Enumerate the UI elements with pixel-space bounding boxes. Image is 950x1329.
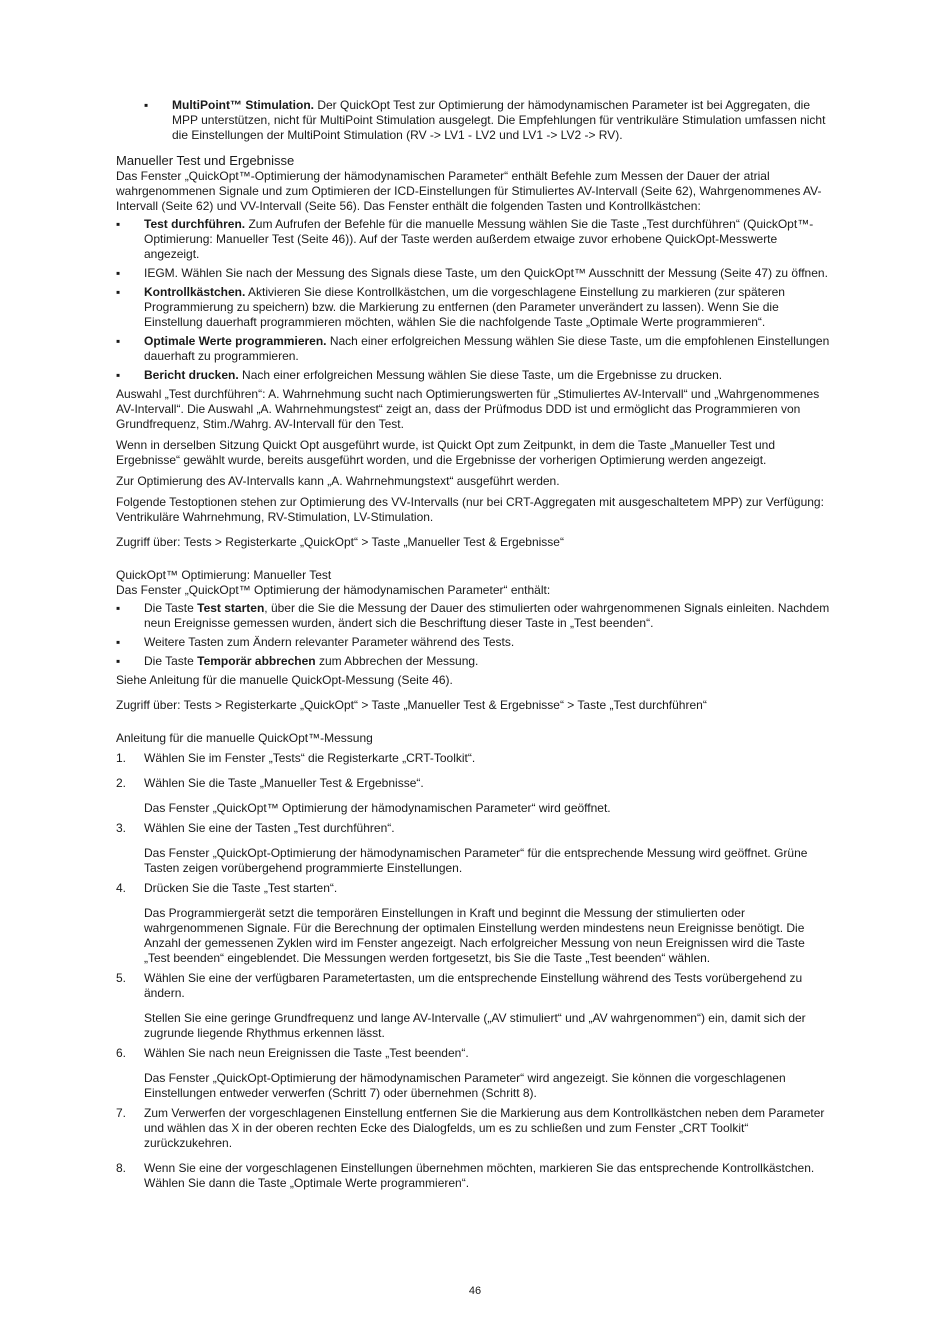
paragraph: Folgende Testoptionen stehen zur Optimierung des VV-Intervalls (nur bei CRT-Aggregaten mit ausgeschaltetem MPP) zur Verfügung: Ventrikuläre Wahrnehmung, RV-Stimulation, LV-Stimulation. bbox=[116, 495, 824, 524]
paragraph: Zur Optimierung des AV-Intervalls kann „A. Wahrnehmungstext“ ausgeführt werden. bbox=[116, 474, 560, 488]
bullet-marker: ▪ bbox=[116, 334, 121, 348]
step-number: 8. bbox=[116, 1161, 127, 1175]
list-item bbox=[116, 654, 834, 669]
bullet-term: Optimale Werte programmieren. bbox=[144, 334, 327, 348]
step-text: Zum Verwerfen der vorgeschlagenen Einstellung entfernen Sie die Markierung aus dem Kontrollkästchen neben dem Parameter und wählen das X in der oberen rechten Ecke des Dialogfelds, um es zu schließen und zum Fenster „CRT Toolkit“ zurückzukehren. bbox=[144, 1106, 825, 1150]
step-number: 1. bbox=[116, 751, 127, 765]
bullet-term: Temporär abbrechen bbox=[197, 654, 316, 668]
step-item bbox=[116, 821, 834, 876]
bullet-text: Zum Aufrufen der Befehle für die manuelle Messung wählen Sie die Taste „Test durchführen“ (QuickOpt™-Optimierung: Manueller Test (Seite 46)). Auf der Taste werden außerdem etwaige zuvor erhobene QuickOpt-Messwerte angezeigt. bbox=[144, 217, 814, 261]
bullet-marker: ▪ bbox=[116, 601, 121, 615]
bullet-marker: ▪ bbox=[144, 98, 149, 112]
bullet-text: zum Abbrechen der Messung. bbox=[315, 654, 479, 668]
list-item bbox=[116, 285, 834, 330]
bullet-pre: Die Taste bbox=[144, 654, 198, 668]
page-number: 46 bbox=[468, 1285, 482, 1297]
step-detail: Das Programmiergerät setzt die temporären Einstellungen in Kraft und beginnt die Messung der stimulierten oder wahrgenommenen Signale. Für die Berechnung der optimalen Einstellung werden mindestens neun Ereignisse benötigt. Die Anzahl der gemessenen Zyklen wird im Fenster angezeigt. Nach erfolgreicher Messung von neun Ereignissen wird die Taste „Test beenden“ eingeblendet. Die Messungen werden fortgesetzt, bis Sie die Taste „Test beenden“ wählen. bbox=[144, 906, 805, 965]
list-item bbox=[116, 98, 834, 143]
bullet-text: , über die Sie die Messung der Dauer des stimulierten oder wahrgenommenen Signals einleiten. Nachdem neun Ereignisse gemessen wurden, ändert sich die Beschriftung dieser Taste in „Test beenden“. bbox=[144, 601, 830, 630]
step-detail: Das Fenster „QuickOpt-Optimierung der hämodynamischen Parameter“ für die entsprechende Messung wird geöffnet. Grüne Tasten zeigen vorübergehend programmierte Einstellungen. bbox=[144, 846, 808, 875]
manual-test-list bbox=[116, 601, 834, 669]
step-number: 4. bbox=[116, 881, 127, 895]
section-heading: Anleitung für die manuelle QuickOpt™-Messung bbox=[116, 731, 373, 745]
bullet-text: IEGM. Wählen Sie nach der Messung des Signals diese Taste, um den QuickOpt™ Ausschnitt der Messung (Seite 47) zu öffnen. bbox=[144, 266, 828, 280]
bullet-term: Test starten bbox=[197, 601, 265, 615]
list-item bbox=[116, 601, 834, 631]
list-item bbox=[116, 368, 834, 383]
paragraph: Siehe Anleitung für die manuelle QuickOpt-Messung (Seite 46). bbox=[116, 673, 453, 687]
bullet-marker: ▪ bbox=[116, 654, 121, 668]
step-item bbox=[116, 1106, 834, 1151]
step-item bbox=[116, 971, 834, 1041]
bullet-text: Aktivieren Sie diese Kontrollkästchen, um die vorgeschlagene Einstellung zu markieren (zur späteren Programmierung zu speichern) bzw. die Markierung zu entfernen (den Parameter unverändert zu lassen). Wenn Sie die Einstellung dauerhaft programmieren möchten, wählen Sie die nachfolgende Taste „Optimale Werte programmieren“. bbox=[144, 285, 785, 329]
bullet-marker: ▪ bbox=[116, 368, 121, 382]
buttons-list bbox=[116, 217, 834, 383]
bullet-marker: ▪ bbox=[116, 635, 121, 649]
bullet-term: MultiPoint™ Stimulation. bbox=[172, 98, 314, 112]
step-item bbox=[116, 1046, 834, 1101]
top-bullet-list bbox=[116, 98, 834, 143]
section-heading: Manueller Test und Ergebnisse bbox=[116, 153, 295, 168]
bullet-marker: ▪ bbox=[116, 266, 121, 280]
bullet-text: Nach einer erfolgreichen Messung wählen Sie diese Taste, um die Ergebnisse zu drucken. bbox=[238, 368, 723, 382]
bullet-text: Nach einer erfolgreichen Messung wählen Sie diese Taste, um die empfohlenen Einstellungen dauerhaft zu programmieren. bbox=[144, 334, 830, 363]
step-number: 6. bbox=[116, 1046, 127, 1060]
bullet-pre: Die Taste bbox=[144, 601, 198, 615]
paragraph: Auswahl „Test durchführen“: A. Wahrnehmung sucht nach Optimierungswerten für „Stimuliertes AV-Intervall“ und „Wahrgenommenes AV-Intervall“. Die Auswahl „A. Wahrnehmungstest“ zeigt an, dass der Prüfmodus DDD ist und ermöglicht das Programmieren von Grundfrequenz, Stim./Wahrg. AV-Intervall für den Test. bbox=[116, 387, 820, 431]
list-item bbox=[116, 334, 834, 364]
paragraph: Wenn in derselben Sitzung Quickt Opt ausgeführt wurde, ist Quickt Opt zum Zeitpunkt, in dem die Taste „Manueller Test und Ergebnisse“ gewählt wurde, bereits ausgeführt worden, und die Ergebnisse der vorherigen Optimierung werden angezeigt. bbox=[116, 438, 775, 467]
bullet-term: Kontrollkästchen. bbox=[144, 285, 246, 299]
step-text: Wenn Sie eine der vorgeschlagenen Einstellungen übernehmen möchten, markieren Sie das entsprechende Kontrollkästchen. Wählen Sie dann die Taste „Optimale Werte programmieren“. bbox=[144, 1161, 815, 1190]
step-detail: Das Fenster „QuickOpt-Optimierung der hämodynamischen Parameter“ wird angezeigt. Sie können die vorgeschlagenen Einstellungen entweder verwerfen (Schritt 7) oder übernehmen (Schritt 8). bbox=[144, 1071, 786, 1100]
step-item bbox=[116, 1161, 834, 1191]
bullet-marker: ▪ bbox=[116, 217, 121, 231]
bullet-term: Test durchführen. bbox=[144, 217, 246, 231]
step-item bbox=[116, 751, 834, 766]
step-number: 3. bbox=[116, 821, 127, 835]
step-text: Drücken Sie die Taste „Test starten“. bbox=[144, 881, 338, 895]
bullet-text: Der QuickOpt Test zur Optimierung der hämodynamischen Parameter ist bei Aggregaten, die MPP unterstützen, nicht für MultiPoint Stimulation ausgelegt. Die Empfehlungen für ventrikuläre Stimulation umfassen nicht die Einstellungen der MultiPoint Stimulation (RV -> LV1 - LV2 und LV1 -> LV2 -> RV). bbox=[172, 98, 826, 142]
access-path: Zugriff über: Tests > Registerkarte „QuickOpt“ > Taste „Manueller Test & Ergebnisse“ bbox=[116, 535, 564, 549]
bullet-marker: ▪ bbox=[116, 285, 121, 299]
list-item bbox=[116, 635, 834, 650]
document-page bbox=[116, 98, 834, 1191]
section-intro: Das Fenster „QuickOpt™-Optimierung der hämodynamischen Parameter“ enthält Befehle zum Messen der Dauer der atrial wahrgenommenen Signale und zum Optimieren der ICD-Einstellungen für Stimuliertes AV-Intervall (Seite 62), Wahrgenommenes AV-Intervall (Seite 62) und VV-Intervall (Seite 56). Das Fenster enthält die folgenden Tasten und Kontrollkästchen: bbox=[116, 169, 822, 213]
bullet-pre: Weitere Tasten zum Ändern relevanter Parameter während des Tests. bbox=[144, 635, 515, 649]
step-text: Wählen Sie nach neun Ereignissen die Taste „Test beenden“. bbox=[144, 1046, 469, 1060]
step-number: 2. bbox=[116, 776, 127, 790]
step-number: 5. bbox=[116, 971, 127, 985]
steps-list bbox=[116, 751, 834, 1191]
section-heading: QuickOpt™ Optimierung: Manueller Test bbox=[116, 568, 332, 582]
step-number: 7. bbox=[116, 1106, 127, 1120]
step-text: Wählen Sie eine der Tasten „Test durchführen“. bbox=[144, 821, 395, 835]
step-item bbox=[116, 881, 834, 966]
bullet-term: Bericht drucken. bbox=[144, 368, 239, 382]
step-text: Wählen Sie eine der verfügbaren Parametertasten, um die entsprechende Einstellung während des Tests vorübergehend zu ändern. bbox=[144, 971, 803, 1000]
list-item bbox=[116, 266, 834, 281]
step-detail: Stellen Sie eine geringe Grundfrequenz und lange AV-Intervalle („AV stimuliert“ und „AV wahrgenommen“) ein, damit sich der zugrunde liegende Rhythmus erkennen lässt. bbox=[144, 1011, 806, 1040]
list-item bbox=[116, 217, 834, 262]
access-path: Zugriff über: Tests > Registerkarte „QuickOpt“ > Taste „Manueller Test & Ergebnisse“ > Taste „Test durchführen“ bbox=[116, 698, 707, 712]
step-text: Wählen Sie die Taste „Manueller Test & Ergebnisse“. bbox=[144, 776, 424, 790]
step-text: Wählen Sie im Fenster „Tests“ die Registerkarte „CRT-Toolkit“. bbox=[144, 751, 476, 765]
section-intro: Das Fenster „QuickOpt™ Optimierung der hämodynamischen Parameter“ enthält: bbox=[116, 583, 551, 597]
step-item bbox=[116, 776, 834, 816]
step-detail: Das Fenster „QuickOpt™ Optimierung der hämodynamischen Parameter“ wird geöffnet. bbox=[144, 801, 611, 815]
